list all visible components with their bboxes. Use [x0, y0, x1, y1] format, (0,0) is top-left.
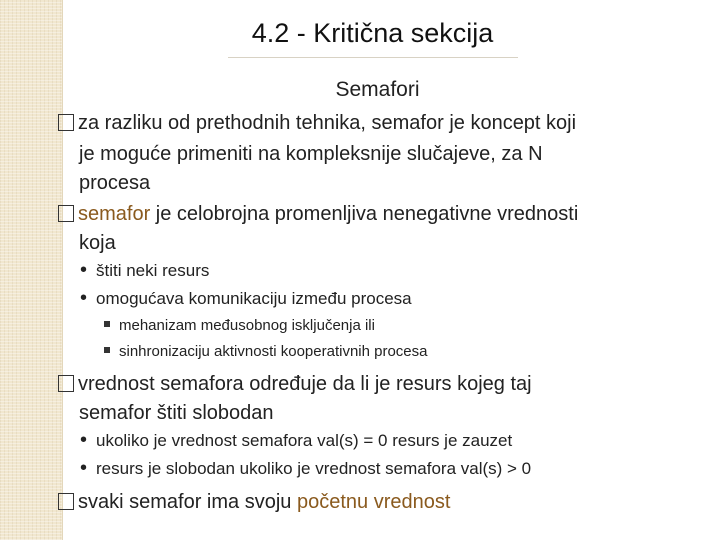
slide-subtitle: Semafori: [335, 78, 420, 101]
dot-bullet-icon: •: [80, 457, 88, 479]
accent-phrase-pocetna-vrednost: početnu vrednost: [296, 491, 451, 513]
bullet-point-2: [58, 199, 578, 230]
title-underline: [228, 57, 518, 58]
box-bullet-icon: [58, 375, 74, 392]
bullet-point-4: [58, 487, 450, 518]
bullet-point-1-cont: [58, 139, 543, 170]
square-bullet-icon: [104, 347, 110, 353]
bullet-3-line-1: vrednost semafora određuje da li je resurs kojeg taj: [78, 373, 532, 395]
dot-bullet-icon: •: [80, 287, 88, 309]
bullet-2-line-2: koja: [79, 232, 116, 254]
accent-word-semafor: semafor: [78, 203, 151, 225]
bullet-point-1-cont-2: [58, 168, 150, 199]
bullet-4-text: svaki semafor ima svoju: [78, 491, 297, 513]
sub-bullet-text: omogućava komunikaciju između procesa: [96, 289, 412, 308]
sub-bullet: [80, 454, 531, 483]
box-bullet-icon: [58, 493, 74, 510]
bullet-1-line-1: za razliku od prethodnih tehnika, semafor je koncept koji: [78, 112, 577, 134]
box-bullet-icon: [58, 114, 74, 131]
bullet-point-2-cont: [58, 228, 116, 259]
sub-bullet-text: štiti neki resurs: [96, 261, 210, 280]
bullet-3-line-2: semafor štiti slobodan: [79, 402, 274, 424]
bullet-1-line-2: je moguće primeniti na kompleksnije slučajeve, za N: [79, 143, 543, 165]
sub-sub-bullet-text: mehanizam međusobnog isključenja ili: [119, 317, 375, 334]
bullet-point-1: [58, 108, 576, 139]
bullet-point-3: [58, 369, 532, 400]
sub-sub-bullet: [104, 313, 375, 339]
sub-sub-bullet: [104, 339, 428, 365]
sub-bullet: [80, 426, 512, 455]
box-bullet-icon: [58, 205, 74, 222]
sub-bullet: [80, 284, 412, 313]
sub-bullet-text: resurs je slobodan ukoliko je vrednost semafora val(s) > 0: [96, 459, 532, 478]
bullet-1-line-3: procesa: [79, 172, 151, 194]
square-bullet-icon: [104, 321, 110, 327]
bullet-2-line-1-rest: je celobrojna promenljiva nenegativne vrednosti: [150, 203, 579, 225]
dot-bullet-icon: •: [80, 429, 88, 451]
sub-sub-bullet-text: sinhronizaciju aktivnosti kooperativnih procesa: [119, 343, 428, 360]
slide-title: 4.2 - Kritična sekcija: [251, 18, 494, 48]
sub-bullet: [80, 256, 209, 285]
dot-bullet-icon: •: [80, 259, 88, 281]
sub-bullet-text: ukoliko je vrednost semafora val(s) = 0 resurs je zauzet: [96, 431, 513, 450]
bullet-point-3-cont: [58, 398, 274, 429]
